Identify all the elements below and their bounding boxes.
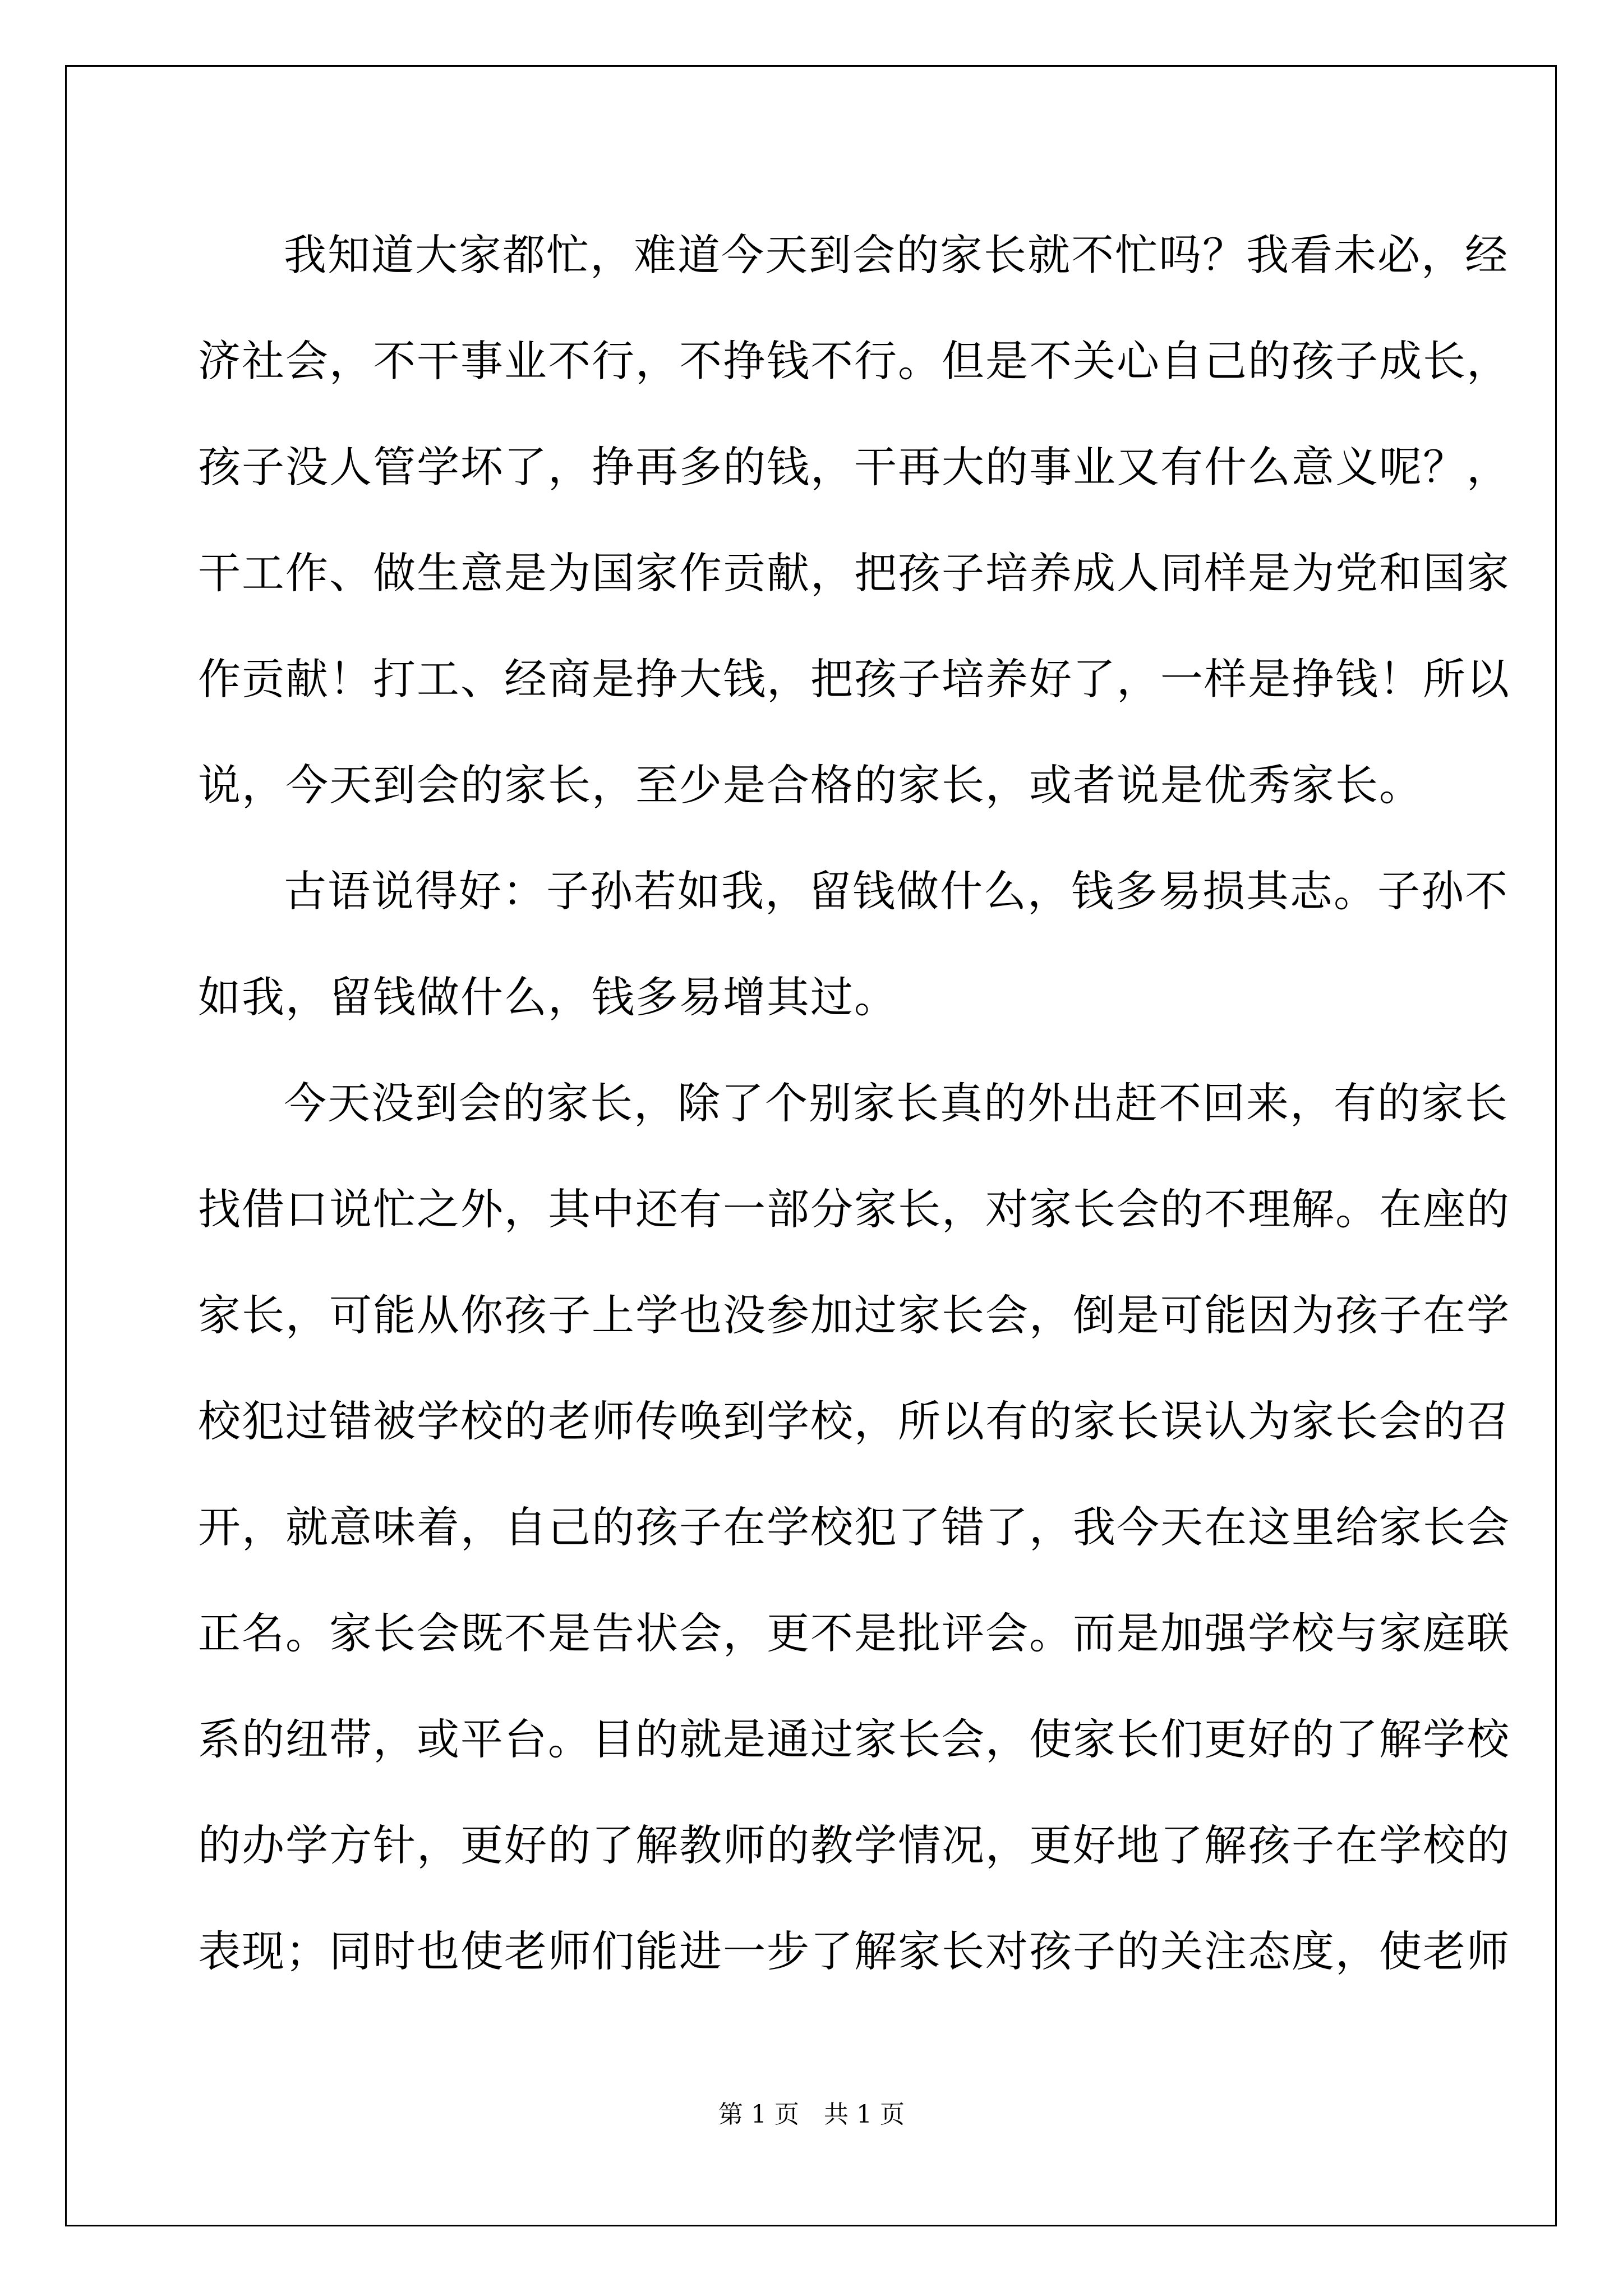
paragraph-line: 系的纽带，或平台。目的就是通过家长会，使家长们更好的了解学校 <box>198 1714 1510 1764</box>
page-number-footer: 第 1 页 共 1 页 <box>718 2100 905 2129</box>
paragraph-line: 家长，可能从你孩子上学也没参加过家长会，倒是可能因为孩子在学 <box>198 1290 1510 1340</box>
paragraph-line: 作贡献！打工、经商是挣大钱，把孩子培养好了，一样是挣钱！所以 <box>198 654 1510 704</box>
paragraph-line: 表现；同时也使老师们能进一步了解家长对孩子的关注态度，使老师 <box>198 1926 1510 1976</box>
paragraph-line: 正名。家长会既不是告状会，更不是批评会。而是加强学校与家庭联 <box>198 1608 1510 1658</box>
paragraph-line: 说，今天到会的家长，至少是合格的家长，或者说是优秀家长。 <box>198 760 1423 810</box>
paragraph-line: 我知道大家都忙，难道今天到会的家长就不忙吗？我看未必，经 <box>284 230 1509 280</box>
paragraph-line: 校犯过错被学校的老师传唤到学校，所以有的家长误认为家长会的召 <box>198 1396 1510 1446</box>
paragraph-line: 干工作、做生意是为国家作贡献，把孩子培养成人同样是为党和国家 <box>198 548 1510 598</box>
paragraph-line: 的办学方针，更好的了解教师的教学情况，更好地了解孩子在学校的 <box>198 1820 1510 1870</box>
paragraph-line: 孩子没人管学坏了，挣再多的钱，干再大的事业又有什么意义呢？， <box>198 442 1510 492</box>
paragraph-line: 找借口说忙之外，其中还有一部分家长，对家长会的不理解。在座的 <box>198 1184 1510 1234</box>
paragraph-line: 古语说得好：子孙若如我，留钱做什么，钱多易损其志。子孙不 <box>284 866 1509 916</box>
paragraph-line: 今天没到会的家长，除了个别家长真的外出赶不回来，有的家长 <box>284 1078 1509 1128</box>
paragraph-line: 开，就意味着，自己的孩子在学校犯了错了，我今天在这里给家长会 <box>198 1502 1510 1552</box>
paragraph-line: 如我，留钱做什么，钱多易增其过。 <box>198 972 898 1022</box>
paragraph-line: 济社会，不干事业不行，不挣钱不行。但是不关心自己的孩子成长， <box>198 336 1510 386</box>
